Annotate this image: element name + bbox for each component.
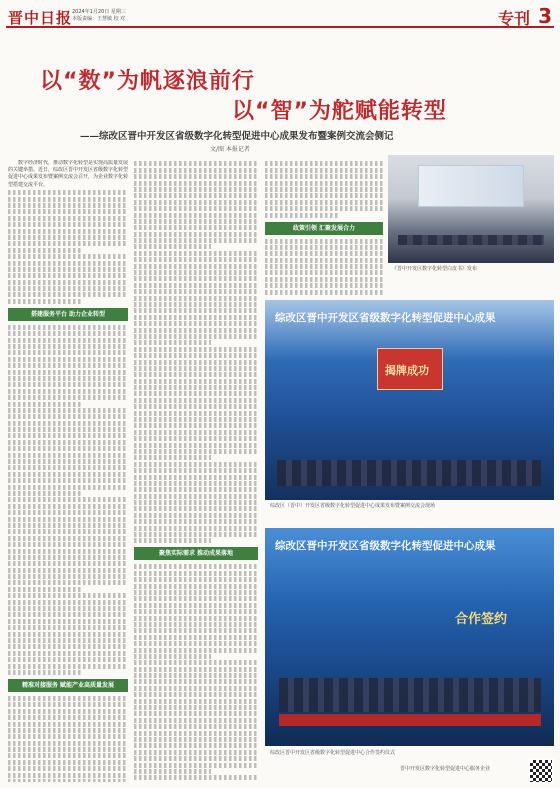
byline: 文/图 本报记者 xyxy=(210,146,250,153)
stage-banner-text-2: 综改区晋中开发区省级数字化转型促进中心成果 xyxy=(275,540,496,552)
subheadline: ——综改区晋中开发区省级数字化转型促进中心成果发布暨案例交流会侧记 xyxy=(80,131,394,142)
speakers-group xyxy=(398,235,544,245)
section-head-1: 搭建服务平台 助力企业转型 xyxy=(8,308,128,321)
plaque-text: 揭牌成功 xyxy=(385,364,429,377)
lead-paragraph: 数字经济时代，推动数字化转型是实现高质量发展的关键举措。近日，综改区晋中开发区省级数字化转型促进中心成果发布暨案例交流会召开，为企业数字化转型搭建交流平台。 xyxy=(8,160,128,188)
photo1-caption: 《晋中开发区数字化转型白皮书》发布 xyxy=(392,266,478,272)
signing-row xyxy=(279,678,541,712)
article-column-1 xyxy=(8,160,128,782)
masthead xyxy=(6,6,554,28)
section-head-4: 精准对接服务 赋能产业高质量发展 xyxy=(8,679,128,692)
section-head-3: 聚焦实际需求 推动成果落地 xyxy=(134,547,258,560)
signing-title: 合作签约 xyxy=(455,612,508,627)
photo3-caption: 综改区晋中开发区省级数字化转型促进中心合作签约仪式 xyxy=(270,750,396,756)
article-column-3 xyxy=(265,160,383,296)
stage-screen xyxy=(418,165,524,207)
headline-line-1: 以“数”为帆逐浪前行 xyxy=(40,69,255,94)
signing-table xyxy=(279,714,541,726)
guests-row xyxy=(277,460,541,486)
paper-logo: 晋中日报 xyxy=(8,9,73,27)
qr-code-icon xyxy=(528,758,554,784)
issue-date: 2024年1月20日 星期三 xyxy=(72,9,126,15)
stage-banner-text: 综改区晋中开发区省级数字化转型促进中心成果 xyxy=(275,312,496,324)
editor-line: 本版责编：王慧敏 校 对 xyxy=(72,16,126,22)
article-column-2 xyxy=(134,160,258,782)
photo-signing-ceremony xyxy=(265,528,554,746)
page-number: 3 xyxy=(538,4,552,28)
photo-whitepaper-release xyxy=(388,155,554,263)
photo-unveiling xyxy=(265,300,554,500)
photo2-caption: 综改区（晋中）开发区省级数字化转型促进中心成果发布暨案例交流会现场 xyxy=(270,503,436,509)
section-head-2: 政策引领 汇聚发展合力 xyxy=(265,222,383,235)
footer-caption: 晋中开发区数字化转型促进中心服务企业 xyxy=(400,766,491,772)
headline-line-2: 以“智”为舵赋能转型 xyxy=(232,99,447,124)
masthead-meta xyxy=(72,9,126,23)
section-title: 专刊 xyxy=(497,9,530,28)
